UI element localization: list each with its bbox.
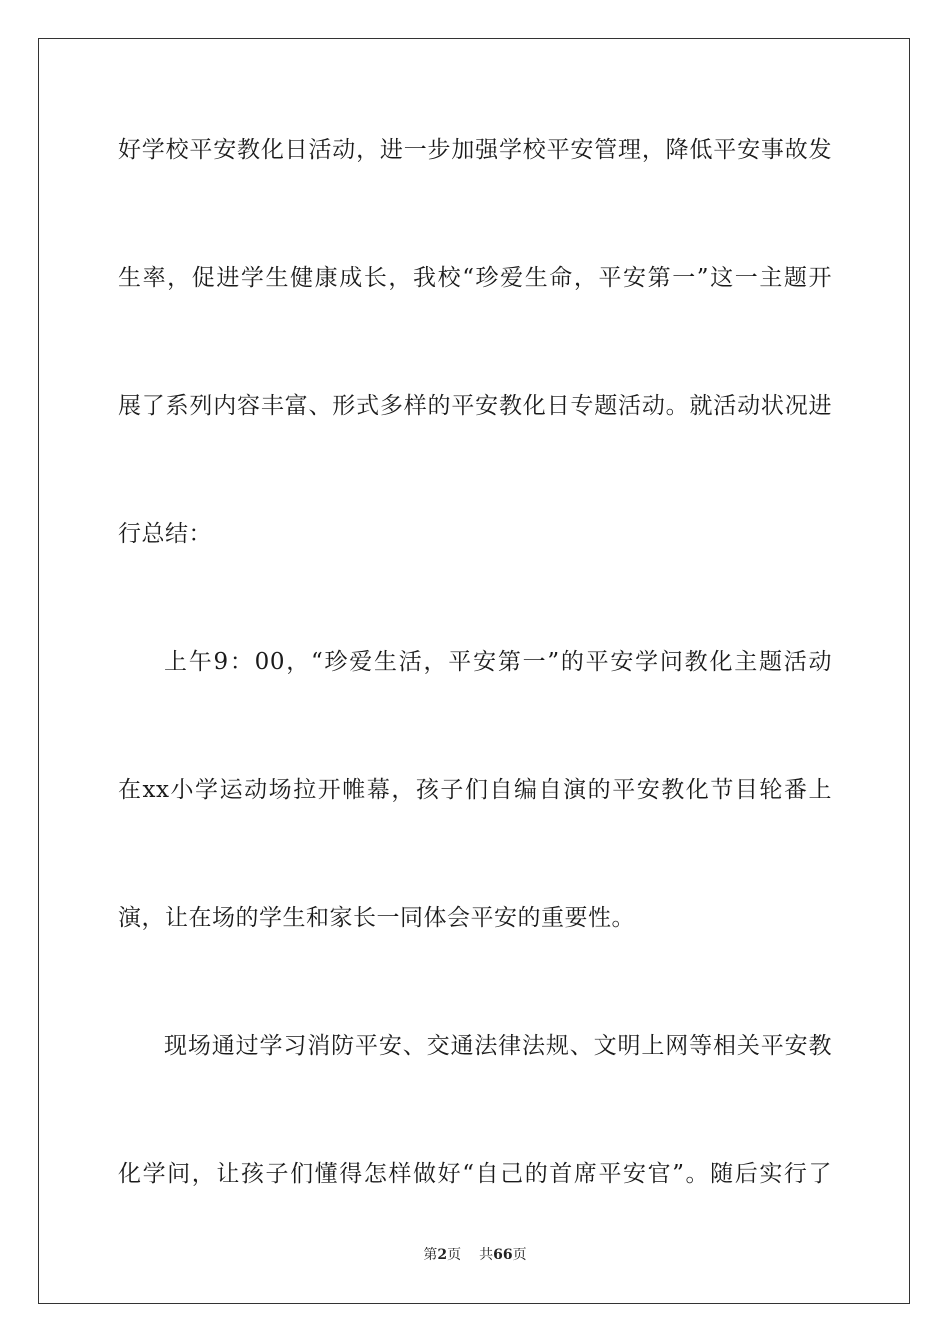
page-suffix: 页 (447, 1247, 462, 1263)
page-prefix: 第 (423, 1247, 438, 1263)
paragraph-line-6: 在xx小学运动场拉开帷幕，孩子们自编自演的平安教化节目轮番上 (118, 777, 832, 803)
paragraph-line-1: 好学校平安教化日活动，进一步加强学校平安管理，降低平安事故发 (118, 137, 832, 163)
total-prefix: 共 (479, 1247, 494, 1263)
paragraph-line-8: 现场通过学习消防平安、交通法律法规、文明上网等相关平安教 (164, 1033, 832, 1059)
page-footer (0, 1246, 950, 1264)
total-suffix: 页 (512, 1247, 527, 1263)
paragraph-line-4: 行总结： (118, 521, 212, 547)
paragraph-line-7: 演，让在场的学生和家长一同体会平安的重要性。 (118, 905, 635, 931)
page-total: 66 (493, 1247, 513, 1263)
paragraph-line-5: 上午9：00，“珍爱生活，平安第一”的平安学问教化主题活动 (164, 649, 832, 675)
page-current: 2 (437, 1247, 448, 1263)
paragraph-line-9: 化学问，让孩子们懂得怎样做好“自己的首席平安官”。随后实行了 (118, 1161, 832, 1187)
paragraph-line-2: 生率，促进学生健康成长，我校“珍爱生命，平安第一”这一主题开 (118, 265, 832, 291)
paragraph-line-3: 展了系列内容丰富、形式多样的平安教化日专题活动。就活动状况进 (118, 393, 832, 419)
